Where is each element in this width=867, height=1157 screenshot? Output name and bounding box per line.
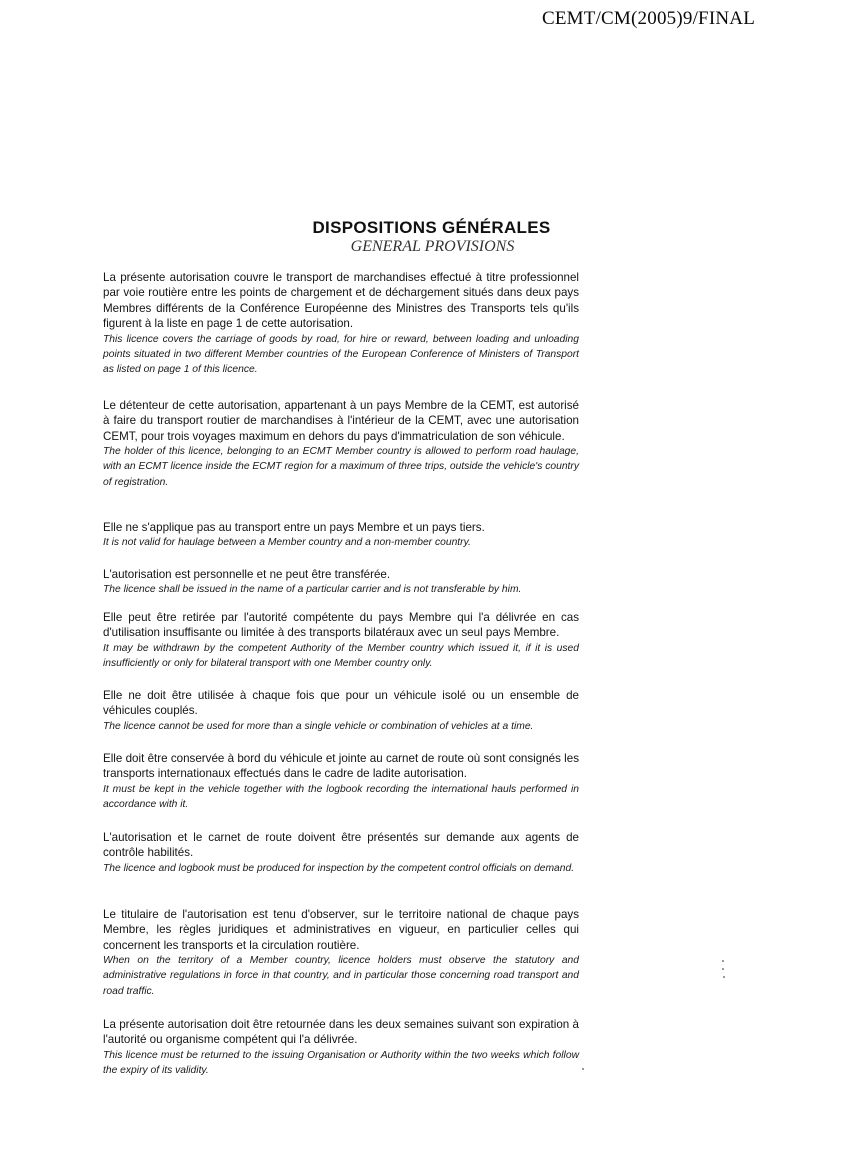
- provision-paragraph: [103, 520, 485, 551]
- provision-text-english: The licence and logbook must be produced for inspection by the competent control officials on demand.: [103, 862, 575, 874]
- provision-text-french: La présente autorisation couvre le transport de marchandises effectué à titre professionnel par voie routière entre les points de chargement et de déchargement situés dans deux pays Membres différents de la Conférence Européenne des Ministres des Transports tels qu'ils figurent à la liste en page 1 de cette autorisation.: [103, 271, 579, 331]
- document-reference: CEMT/CM(2005)9/FINAL: [542, 8, 755, 29]
- provision-paragraph: [103, 688, 579, 734]
- provision-text-french: La présente autorisation doit être retournée dans les deux semaines suivant son expiration à l'autorité ou organisme compétent qui l'a délivrée.: [103, 1018, 579, 1047]
- provision-text-french: L'autorisation est personnelle et ne peut être transférée.: [103, 568, 391, 581]
- provision-text-french: Elle ne s'applique pas au transport entre un pays Membre et un pays tiers.: [103, 521, 485, 534]
- provision-text-english: This licence covers the carriage of goods by road, for hire or reward, between loading and unloading points situated in two different Member countries of the European Conference of Ministers of Transport as listed on page 1 of this licence.: [103, 333, 579, 376]
- provision-text-french: Elle peut être retirée par l'autorité compétente du pays Membre qui l'a délivrée en cas d'utilisation insuffisante ou limitée à des transports bilatéraux avec un seul pays Membre.: [103, 611, 579, 640]
- scan-speck: [722, 968, 724, 970]
- provision-text-french: Le titulaire de l'autorisation est tenu d'observer, sur le territoire national de chaque pays Membre, les règles juridiques et administratives en vigueur, en particulier celles qui concernent les transports et la circulation routière.: [103, 908, 579, 952]
- provision-paragraph: [103, 907, 579, 999]
- provision-text-english: This licence must be returned to the issuing Organisation or Authority within the two weeks which follow the expiry of its validity.: [103, 1049, 579, 1077]
- provision-text-french: Le détenteur de cette autorisation, appartenant à un pays Membre de la CEMT, est autorisé à faire du transport routier de marchandises à l'intérieur de la CEMT, avec une autorisation CEMT, pour trois voyages maximum en dehors du pays d'immatriculation de son véhicule.: [103, 399, 579, 443]
- provision-paragraph: [103, 567, 521, 598]
- provision-text-english: It must be kept in the vehicle together with the logbook recording the international hauls performed in accordance with it.: [103, 783, 579, 811]
- provision-paragraph: [103, 1017, 579, 1078]
- provision-text-french: Elle doit être conservée à bord du véhicule et jointe au carnet de route où sont consignés les transports internationaux effectués dans le cadre de ladite autorisation.: [103, 752, 579, 781]
- scan-speck: [582, 1068, 584, 1070]
- provision-paragraph: [103, 830, 579, 876]
- provision-text-english: It is not valid for haulage between a Member country and a non-member country.: [103, 537, 471, 549]
- provision-paragraph: [103, 610, 579, 671]
- section-title-french: DISPOSITIONS GÉNÉRALES: [312, 218, 551, 237]
- section-title-english: GENERAL PROVISIONS: [350, 238, 515, 255]
- provision-text-english: The holder of this licence, belonging to an ECMT Member country is allowed to perform road haulage, with an ECMT licence inside the ECMT region for a maximum of three trips, outside the vehicle's country of registration.: [103, 446, 579, 488]
- provision-text-english: When on the territory of a Member country, licence holders must observe the statutory and administrative regulations in force in that country, and in particular those concerning road transport and road traffic.: [103, 955, 579, 997]
- provision-text-english: It may be withdrawn by the competent Authority of the Member country which issued it, if it is used insufficiently or only for bilateral transport with one Member country only.: [103, 642, 579, 670]
- provision-paragraph: [103, 270, 579, 377]
- provision-paragraph: [103, 751, 579, 812]
- provision-text-english: The licence shall be issued in the name of a particular carrier and is not transferable by him.: [103, 584, 522, 596]
- provision-text-french: Elle ne doit être utilisée à chaque fois que pour un véhicule isolé ou un ensemble de véhicules couplés.: [103, 689, 579, 718]
- provision-text-english: The licence cannot be used for more than a single vehicle or combination of vehicles at a time.: [103, 720, 534, 732]
- scan-speck: [722, 960, 724, 962]
- provision-text-french: L'autorisation et le carnet de route doivent être présentés sur demande aux agents de contrôle habilités.: [103, 831, 579, 860]
- scan-speck: [723, 976, 725, 978]
- provision-paragraph: [103, 398, 579, 490]
